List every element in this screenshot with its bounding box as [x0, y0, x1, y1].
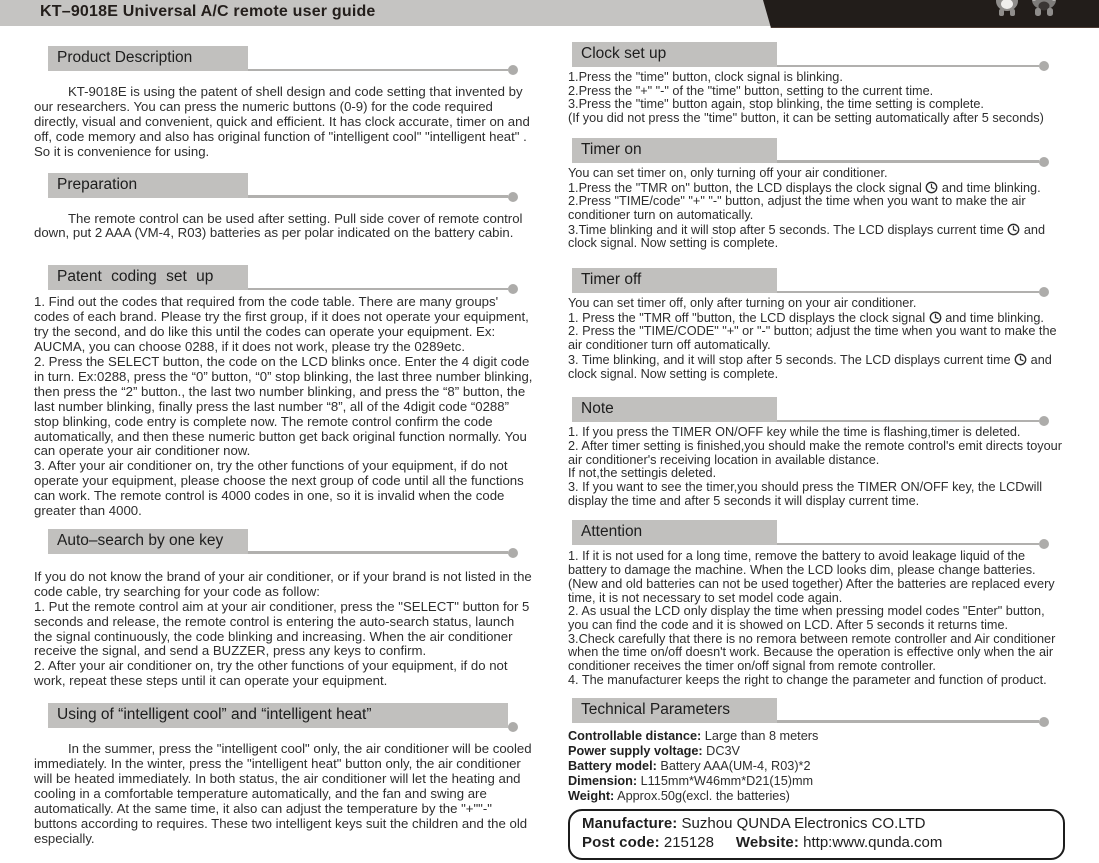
tech-label: Battery model: — [568, 758, 657, 773]
postcode-value: 215128 — [659, 834, 714, 852]
website-label: Website: — [735, 834, 799, 852]
step-1: 1. Press the "TMR off "button, the LCD displays the clock signal and time blinking. — [568, 310, 1044, 325]
tech-row — [568, 744, 1065, 759]
section-clock-setup — [568, 42, 1065, 126]
tech-value: DC3V — [702, 743, 741, 758]
tech-value: Approx.50g(excl. the batteries) — [614, 788, 790, 803]
header-dot — [1039, 157, 1049, 167]
section-header — [48, 265, 534, 290]
section-patent-coding — [34, 265, 534, 519]
note-line: (If you did not press the "time" button, it can be setting automatically after 5 seconds) — [568, 111, 1044, 126]
tech-label: Dimension: — [568, 773, 638, 788]
header-dot — [508, 548, 518, 558]
section-title: Attention — [572, 520, 777, 545]
step-2: 2.Press "TIME/code" "+" "-" button, adjust the time when you want to make the air conditioner turn on automatically. — [568, 194, 1026, 222]
clock-icon — [929, 311, 942, 324]
section-title: Product Description — [48, 46, 248, 71]
intro-paragraph: You can set timer on, only turning off your air conditioner. — [568, 165, 888, 180]
postcode-label: Post code: — [582, 834, 660, 852]
left-column — [34, 46, 534, 847]
tech-row — [568, 759, 1065, 774]
section-title: Patent coding set up — [48, 265, 248, 290]
header-rule — [777, 720, 1039, 723]
attention-item: 1. If it is not used for a long time, remove the battery to avoid leakage liquid of the battery to damage the machine. When the LCD looks dim, please change batteries. (New and old batteries can not be used together) After the batteries are replaced every time, it is not necessary to set model code again. — [568, 549, 1055, 605]
note-item: If not,the settingis deleted. — [568, 466, 717, 481]
postcode-website-line — [582, 833, 1051, 853]
header-black-band — [763, 0, 1099, 28]
body-paragraph: The remote control can be used after setting. Pull side cover of remote control down, put 2 AAA (VM-4, R03) batteries as per polar indicated on the battery cabin. — [34, 210, 523, 241]
section-title: Note — [572, 397, 777, 422]
header-dot — [508, 65, 518, 75]
body-paragraph: In the summer, press the "intelligent cool" only, the air conditioner will be cooled immediately. In the winter, press the "intelligent heat" button only, the air conditioner will be heated immediately. In both status, the air conditioner will let the heating and cooling in a comfortable temperature automatically, and the fan and swing are automatically. At the same time, it also can adjust the temperature by the "+""-" buttons according to requires. These two intelligent keys suit the children and the old especially. — [34, 741, 532, 846]
header-rule — [248, 69, 508, 72]
section-header — [572, 698, 1065, 723]
right-column — [568, 42, 1065, 860]
page-title: KT–9018E Universal A/C remote user guide — [40, 3, 376, 20]
section-header — [572, 138, 1065, 163]
manufacture-label: Manufacture: — [582, 814, 678, 832]
tech-label: Controllable distance: — [568, 728, 702, 743]
section-title: Auto–search by one key — [48, 529, 248, 554]
section-title: Technical Parameters — [572, 698, 777, 723]
mascot-icon — [1029, 0, 1059, 22]
header-rule — [248, 551, 508, 554]
header-dot — [508, 192, 518, 202]
body-paragraph: KT-9018E is using the patent of shell design and code setting that invented by our researchers. You can press the numeric buttons (0-9) for the code required directly, visual and convenient, quick and efficient. It has clock accurate, timer on and off, code memory and also has original function of "intelligent cool" "intelligent heat" . So it is convenience for using. — [34, 84, 530, 159]
header-rule — [248, 288, 508, 291]
section-intelligent-cool-heat — [34, 703, 534, 846]
section-header — [48, 703, 534, 728]
step-3: 3.Press the "time" button again, stop blinking, the time setting is complete. — [568, 97, 984, 112]
section-header — [48, 529, 534, 554]
step-1: 1.Press the "time" button, clock signal is blinking. — [568, 70, 843, 84]
note-item: 1. If you press the TIMER ON/OFF key while the time is flashing,timer is deleted. — [568, 425, 1021, 440]
attention-item: 2. As usual the LCD only display the time when pressing model codes "Enter" button, you can find the code and it is showed on LCD. After 5 seconds it returns time. — [568, 604, 1045, 632]
section-header — [572, 268, 1065, 293]
section-title: Timer off — [572, 268, 777, 293]
step-3: 3. After your air conditioner on, try the other functions of your equipment, if do not operate your equipment, please choose the next group of code until all the functions can work. The remote control is 4000 codes in one, so it is invalid when the code greater than 4000. — [34, 458, 524, 519]
section-product-description — [34, 46, 534, 160]
tech-label: Power supply voltage: — [568, 743, 703, 758]
manufacture-line — [582, 814, 1051, 834]
step-1: 1. Put the remote control aim at your air conditioner, press the "SELECT" button for 5 seconds and release, the remote control is entering the auto-search status, launch the signal continuously, the code blinking and increasing. When the air conditioner receive the signal, and send a BUZZER, press any keys to confirm. — [34, 598, 530, 659]
header-dot — [1039, 717, 1049, 727]
tech-row — [568, 774, 1065, 789]
header-dot — [1039, 287, 1049, 297]
header-rule — [777, 160, 1039, 163]
attention-item: 3.Check carefully that there is no remora between remote controller and Air conditioner when the time on/off doesn't work. Because the operation is effective only when the air conditioner receives the timer on/off signal from remote controller. — [568, 631, 1056, 674]
step-1: 1.Press the "TMR on" button, the LCD displays the clock signal and time blinking. — [568, 180, 1041, 195]
section-title: Preparation — [48, 173, 248, 198]
tech-value: Battery AAA(UM-4, R03)*2 — [656, 758, 811, 773]
mascot-icon — [993, 0, 1021, 22]
attention-item: 4. The manufacturer keeps the right to change the parameter and function of product. — [568, 672, 1047, 687]
step-2: 2. Press the SELECT button, the code on the LCD blinks once. Enter the 4 digit code in turn. Ex:0288, press the “0” button, “0” stop blinking, the last three number blinking, then press the “2” button., the last two number blinking, and press the “8” button, the last number blinking, finally press the last number “8”, all of the 4digit code “0288” stop blinking, code entry is complete now. The remote control confirm the code automatically, and then these numeric button get back original function normally. You can operate your air conditioner now. — [34, 353, 533, 459]
section-auto-search — [34, 529, 534, 689]
step-3: 3.Time blinking and it will stop after 5 seconds. The LCD displays current time and clock signal. Now setting is complete. — [568, 222, 1046, 251]
section-timer-on — [568, 138, 1065, 251]
section-title: Clock set up — [572, 42, 777, 67]
section-header — [572, 42, 1065, 67]
header-rule — [248, 195, 508, 198]
section-header — [572, 397, 1065, 422]
clock-icon — [1014, 353, 1027, 366]
tech-label: Weight: — [568, 788, 615, 803]
manufacture-box — [568, 809, 1065, 860]
step-2: 2. Press the "TIME/CODE" "+" or "-" button; adjust the time when you want to make the air conditioner turn off automatically. — [568, 324, 1057, 353]
section-header — [48, 173, 534, 198]
manufacture-value: Suzhou QUNDA Electronics CO.LTD — [677, 814, 926, 832]
intro-paragraph: You can set timer off, only after turning on your air conditioner. — [568, 296, 917, 311]
header-rule — [777, 420, 1039, 423]
header-rule — [777, 291, 1039, 294]
section-title: Timer on — [572, 138, 777, 163]
step-2: 2. After your air conditioner on, try the other functions of your equipment, if do not work, repeat these steps until it can operate your equipment. — [34, 658, 508, 689]
section-header — [572, 520, 1065, 545]
step-2: 2.Press the "+" "-" of the "time" button, setting to the current time. — [568, 83, 934, 98]
header-rule — [777, 543, 1039, 546]
section-title: Using of “intelligent cool” and “intelligent heat” — [48, 703, 508, 728]
section-attention — [568, 520, 1065, 687]
note-item: 3. If you want to see the timer,you should press the TIMER ON/OFF key, the LCDwill display the time and after 5 seconds it will display current time. — [568, 480, 1043, 508]
header-rule — [777, 65, 1039, 68]
tech-row — [568, 729, 1065, 744]
section-technical-parameters — [568, 698, 1065, 804]
section-header — [48, 46, 534, 71]
section-preparation — [34, 173, 534, 242]
tech-value: L115mm*W46mm*D21(15)mm — [637, 773, 814, 788]
clock-icon — [925, 181, 938, 194]
section-note — [568, 397, 1065, 508]
tech-row — [568, 789, 1065, 804]
website-value: http:www.qunda.com — [798, 834, 943, 852]
step-1: 1. Find out the codes that required from the code table. There are many groups' codes of each brand. Please try the first group, if it does not operate your equipment, try the second, and do like this until the codes can operate your equipment. Ex: AUCMA, you can choose 0288, if it does not work, please try the 0289etc. — [34, 294, 529, 355]
clock-icon — [1007, 223, 1020, 236]
header-dot — [1039, 61, 1049, 71]
tech-value: Large than 8 meters — [701, 728, 819, 743]
step-3: 3. Time blinking, and it will stop after 5 seconds. The LCD displays current time and clock signal. Now setting is complete. — [568, 352, 1052, 381]
section-timer-off — [568, 268, 1065, 381]
intro-paragraph: If you do not know the brand of your air conditioner, or if your brand is not listed in the code cable, try searching for your code as follow: — [34, 568, 532, 599]
note-item: 2. After timer setting is finished,you should make the remote control's emit directs toyour air conditioner's receiving location in available distance. — [568, 438, 1062, 467]
